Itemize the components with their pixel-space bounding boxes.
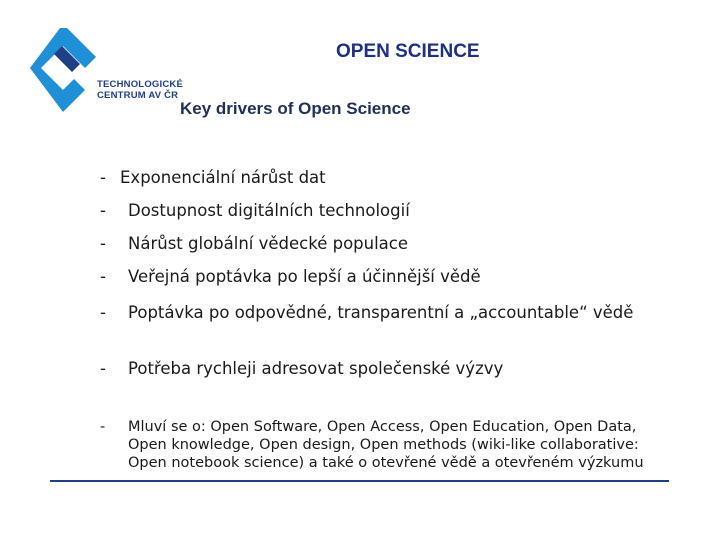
bullet-dash: - (100, 267, 106, 286)
tc-logo (28, 28, 183, 113)
bullet-text: Nárůst globální vědecké populace (128, 234, 409, 253)
page-subtitle: Key drivers of Open Science (180, 99, 411, 118)
bullet-dash: - (100, 419, 106, 435)
divider-line (50, 480, 669, 482)
bullet-dash: - (100, 201, 106, 220)
bullet-text: Dostupnost digitálních technologií (128, 201, 410, 220)
bullet-text: Poptávka po odpovědné, transparentní a „accountable“ vědě (128, 303, 634, 322)
bullet-text: Mluví se o: Open Software, Open Access, Open Education, Open Data, Open knowledge, Open design, Open methods (wiki-like collaborative: Open notebook science) a také o otevřené vědě a otevřeném výzkumu (128, 419, 644, 471)
bullet-dash: - (100, 359, 106, 378)
logo-line-1: TECHNOLOGICKÉ (97, 79, 183, 90)
bullet-text: Veřejná poptávka po lepší a účinnější vědě (128, 267, 481, 286)
page-title: OPEN SCIENCE (336, 41, 480, 62)
bullet-text: Exponenciální nárůst dat (120, 168, 326, 187)
bullet-dash: - (100, 303, 106, 322)
logo-line-2: CENTRUM AV ČR (97, 90, 179, 101)
tc-logo-mark-icon (28, 28, 98, 113)
bullet-dash: - (100, 168, 106, 187)
bullet-dash: - (100, 234, 106, 253)
logo-wordmark (97, 79, 183, 101)
bullet-text: Potřeba rychleji adresovat společenské výzvy (128, 359, 504, 378)
